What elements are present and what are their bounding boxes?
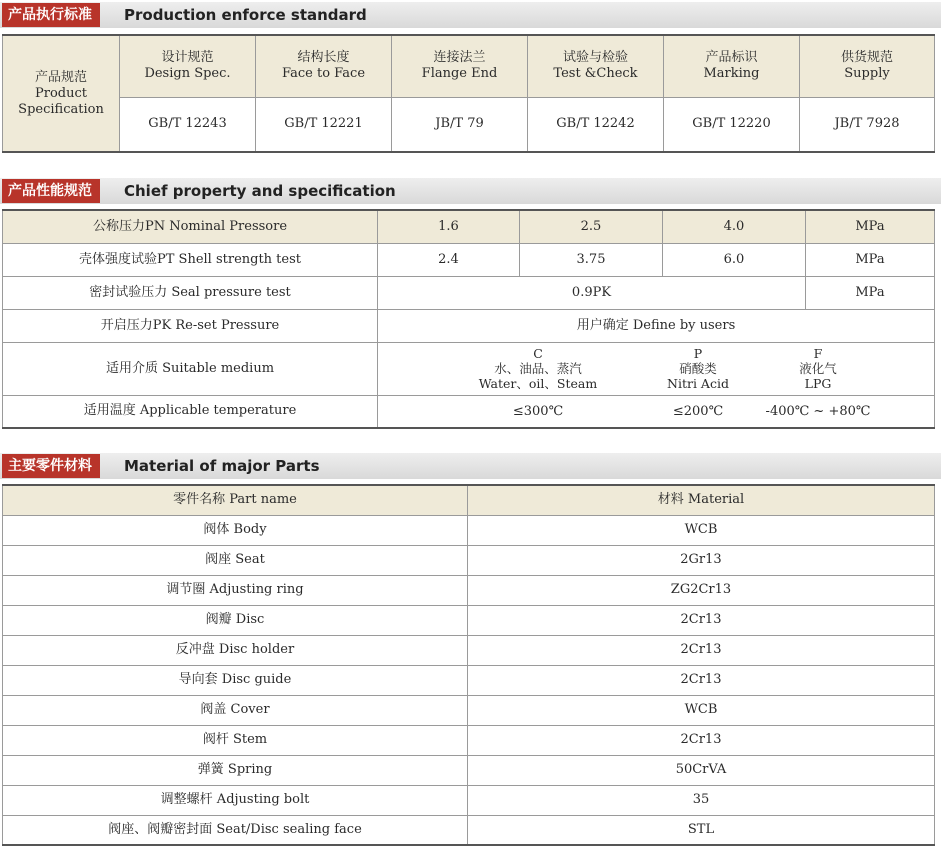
row-nominal-pressure — [3, 210, 935, 243]
part-name: 阀座、阀瓣密封面 Seat/Disc sealing face — [3, 815, 468, 845]
value-marking: GB/T 12220 — [664, 97, 800, 152]
material: 2Cr13 — [468, 665, 935, 695]
header-face-to-face: 结构长度 Face to Face — [256, 35, 392, 97]
section-header-material — [0, 453, 941, 479]
section-title-en: Chief property and specification — [124, 182, 396, 200]
material: 2Cr13 — [468, 635, 935, 665]
part-name: 导向套 Disc guide — [3, 665, 468, 695]
part-name: 调节圈 Adjusting ring — [3, 575, 468, 605]
table-row — [3, 545, 935, 575]
pn-value: 2.5 — [520, 210, 663, 243]
header-material: 材料 Material — [468, 485, 935, 515]
shell-strength-label: 壳体强度试验PT Shell strength test — [3, 243, 378, 276]
table-row — [3, 515, 935, 545]
section-title-en: Production enforce standard — [124, 6, 367, 24]
material: 50CrVA — [468, 755, 935, 785]
material: ZG2Cr13 — [468, 575, 935, 605]
pt-value: 2.4 — [378, 243, 520, 276]
header-flange-end: 连接法兰 Flange End — [392, 35, 528, 97]
medium-p: P 硝酸类 Nitri Acid — [667, 345, 729, 391]
section-header-production-standard — [0, 2, 941, 28]
section-title-cn: 产品性能规范 — [2, 179, 100, 203]
part-name: 反冲盘 Disc holder — [3, 635, 468, 665]
table-row — [3, 815, 935, 845]
table-row — [3, 755, 935, 785]
part-name: 弹簧 Spring — [3, 755, 468, 785]
table-row — [3, 695, 935, 725]
value-design-spec: GB/T 12243 — [120, 97, 256, 152]
material-table — [2, 484, 935, 846]
temp-f: -400℃ ~ +80℃ — [765, 403, 871, 419]
material: WCB — [468, 515, 935, 545]
pt-value: 3.75 — [520, 243, 663, 276]
chief-property-table — [2, 209, 935, 429]
seal-pressure-label: 密封试验压力 Seal pressure test — [3, 276, 378, 309]
row-applicable-temperature — [3, 395, 935, 428]
suitable-medium-values — [378, 342, 935, 395]
product-spec-label: 产品规范 Product Specification — [3, 35, 120, 152]
part-name: 阀瓣 Disc — [3, 605, 468, 635]
value-test-check: GB/T 12242 — [528, 97, 664, 152]
material: WCB — [468, 695, 935, 725]
material: 2Gr13 — [468, 545, 935, 575]
row-reset-pressure — [3, 309, 935, 342]
table-row — [3, 725, 935, 755]
header-marking: 产品标识 Marking — [664, 35, 800, 97]
table-row — [3, 575, 935, 605]
table-row — [3, 665, 935, 695]
header-test-check: 试验与检验 Test &Check — [528, 35, 664, 97]
reset-pressure-value: 用户确定 Define by users — [378, 309, 935, 342]
part-name: 阀盖 Cover — [3, 695, 468, 725]
header-part-name: 零件名称 Part name — [3, 485, 468, 515]
material: 2Cr13 — [468, 605, 935, 635]
nominal-pressure-label: 公称压力PN Nominal Pressore — [3, 210, 378, 243]
row-shell-strength — [3, 243, 935, 276]
table-row — [3, 635, 935, 665]
part-name: 阀体 Body — [3, 515, 468, 545]
pn-value: 1.6 — [378, 210, 520, 243]
material: 2Cr13 — [468, 725, 935, 755]
pn-unit: MPa — [806, 210, 935, 243]
part-name: 阀杆 Stem — [3, 725, 468, 755]
part-name: 调整螺杆 Adjusting bolt — [3, 785, 468, 815]
section-title-en: Material of major Parts — [124, 457, 320, 475]
table-row — [3, 785, 935, 815]
section-header-chief-property — [0, 178, 941, 204]
pt-value: 6.0 — [663, 243, 806, 276]
material: 35 — [468, 785, 935, 815]
header-design-spec: 设计规范 Design Spec. — [120, 35, 256, 97]
production-standard-table — [2, 34, 935, 153]
value-face-to-face: GB/T 12221 — [256, 97, 392, 152]
value-supply: JB/T 7928 — [800, 97, 935, 152]
pn-value: 4.0 — [663, 210, 806, 243]
temp-c: ≤300℃ — [512, 403, 564, 419]
row-suitable-medium — [3, 342, 935, 395]
row-seal-pressure — [3, 276, 935, 309]
material-header-row — [3, 485, 935, 515]
section-title-cn: 产品执行标准 — [2, 3, 100, 27]
part-name: 阀座 Seat — [3, 545, 468, 575]
table-row — [3, 605, 935, 635]
header-supply: 供货规范 Supply — [800, 35, 935, 97]
medium-f: F 液化气 LPG — [799, 345, 837, 391]
medium-c: C 水、油品、蒸汽 Water、oil、Steam — [478, 345, 598, 391]
seal-pressure-value: 0.9PK — [378, 276, 806, 309]
section-title-cn: 主要零件材料 — [2, 454, 100, 478]
applicable-temperature-values — [378, 395, 935, 428]
material: STL — [468, 815, 935, 845]
temp-p: ≤200℃ — [672, 403, 724, 419]
value-flange-end: JB/T 79 — [392, 97, 528, 152]
applicable-temperature-label: 适用温度 Applicable temperature — [3, 395, 378, 428]
pt-unit: MPa — [806, 243, 935, 276]
seal-pressure-unit: MPa — [806, 276, 935, 309]
reset-pressure-label: 开启压力PK Re-set Pressure — [3, 309, 378, 342]
suitable-medium-label: 适用介质 Suitable medium — [3, 342, 378, 395]
